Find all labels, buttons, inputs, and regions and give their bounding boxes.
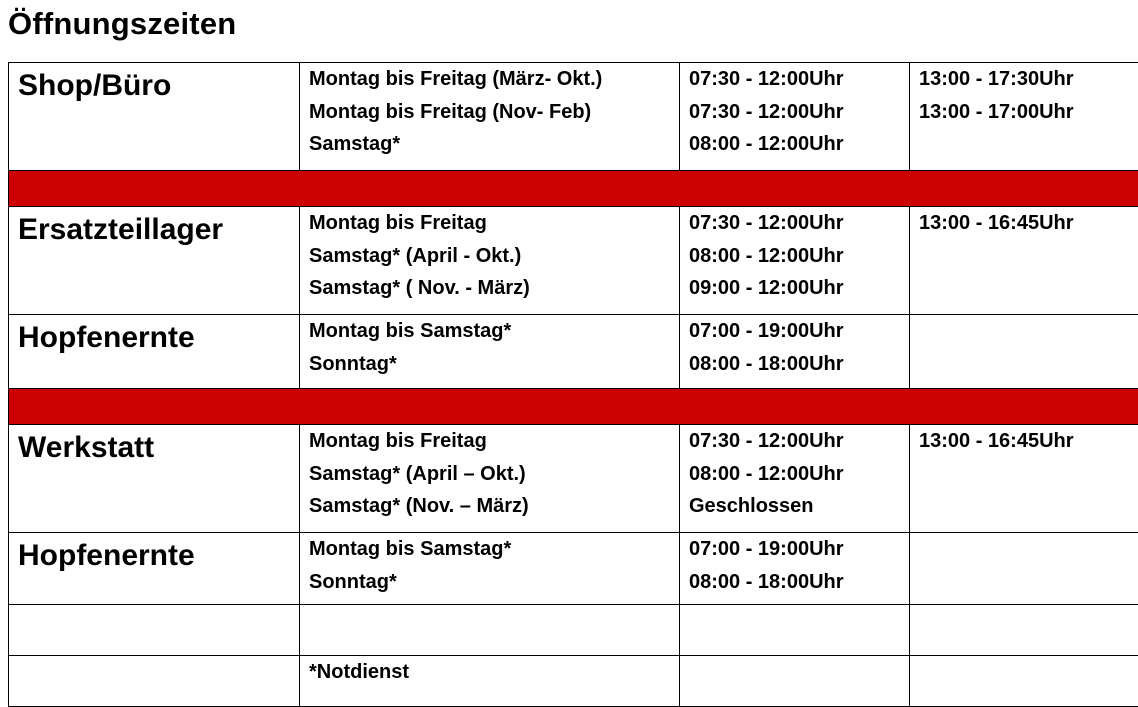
- day-label: Montag bis Freitag (Nov- Feb): [309, 100, 592, 123]
- time-value: 13:00 - 16:45Uhr: [919, 430, 1074, 452]
- area-name: Hopfenernte: [18, 321, 195, 354]
- morning-cell: [680, 207, 910, 315]
- table-row-shop: [9, 63, 1138, 171]
- empty-cell: [300, 605, 680, 656]
- empty-cell: [680, 605, 910, 656]
- day-label: Montag bis Freitag (März- Okt.): [309, 68, 603, 90]
- table-row-hopfenernte: [9, 315, 1138, 389]
- time-value: 07:30 - 12:00Uhr: [689, 68, 844, 90]
- day-label: Montag bis Samstag*: [309, 538, 512, 560]
- time-value: 07:30 - 12:00Uhr: [689, 430, 844, 452]
- red-separator: [9, 389, 1138, 425]
- empty-cell: [9, 605, 300, 656]
- area-cell: [9, 207, 300, 315]
- separator-cell: [9, 389, 1138, 425]
- days-cell: [300, 63, 680, 171]
- area-name: Werkstatt: [18, 431, 155, 464]
- area-cell: [9, 425, 300, 533]
- table-row-ersatzteillager: [9, 207, 1138, 315]
- empty-cell: [910, 605, 1138, 656]
- red-separator: [9, 171, 1138, 207]
- time-value: 07:30 - 12:00Uhr: [689, 212, 844, 234]
- time-value: 13:00 - 17:30Uhr: [919, 68, 1074, 90]
- day-label: Montag bis Samstag*: [309, 320, 512, 342]
- day-label: Montag bis Freitag: [309, 430, 487, 452]
- afternoon-cell: [910, 207, 1138, 315]
- day-label: Sonntag*: [309, 570, 397, 593]
- days-cell: [300, 425, 680, 533]
- area-cell: [9, 63, 300, 171]
- time-value: 13:00 - 16:45Uhr: [919, 212, 1074, 234]
- empty-cell: [9, 656, 300, 707]
- time-value: 08:00 - 18:00Uhr: [689, 352, 844, 375]
- afternoon-cell: [910, 63, 1138, 171]
- days-cell: [300, 315, 680, 389]
- time-value: 08:00 - 12:00Uhr: [689, 133, 844, 155]
- footnote-text: *Notdienst: [309, 661, 409, 683]
- day-label: Sonntag*: [309, 352, 397, 375]
- days-cell: [300, 533, 680, 605]
- time-value: 08:00 - 12:00Uhr: [689, 244, 844, 267]
- afternoon-cell: [910, 315, 1138, 389]
- time-value: Geschlossen: [689, 495, 814, 517]
- page-title: Öffnungszeiten: [8, 6, 237, 41]
- morning-cell: [680, 425, 910, 533]
- day-label: Samstag* ( Nov. - März): [309, 277, 530, 299]
- table-row-werkstatt: [9, 425, 1138, 533]
- afternoon-cell: [910, 533, 1138, 605]
- area-name: Shop/Büro: [18, 69, 172, 102]
- table-row-hopfenernte: [9, 533, 1138, 605]
- day-label: Samstag* (April – Okt.): [309, 462, 526, 485]
- time-value: 08:00 - 12:00Uhr: [689, 462, 844, 485]
- morning-cell: [680, 533, 910, 605]
- time-value: 09:00 - 12:00Uhr: [689, 277, 844, 299]
- area-cell: [9, 315, 300, 389]
- morning-cell: [680, 315, 910, 389]
- time-value: 13:00 - 17:00Uhr: [919, 100, 1074, 123]
- time-value: 08:00 - 18:00Uhr: [689, 570, 844, 593]
- table-row-empty: [9, 605, 1138, 656]
- morning-cell: [680, 63, 910, 171]
- area-name: Hopfenernte: [18, 539, 195, 572]
- separator-cell: [9, 171, 1138, 207]
- day-label: Samstag* (April - Okt.): [309, 244, 522, 267]
- time-value: 07:00 - 19:00Uhr: [689, 538, 844, 560]
- opening-hours-table: [8, 62, 1138, 707]
- footnote-cell: [300, 656, 680, 707]
- empty-cell: [910, 656, 1138, 707]
- time-value: 07:30 - 12:00Uhr: [689, 100, 844, 123]
- table-row-footnote: [9, 656, 1138, 707]
- time-value: 07:00 - 19:00Uhr: [689, 320, 844, 342]
- empty-cell: [680, 656, 910, 707]
- day-label: Samstag*: [309, 133, 401, 155]
- area-cell: [9, 533, 300, 605]
- area-name: Ersatzteillager: [18, 213, 224, 246]
- day-label: Montag bis Freitag: [309, 212, 487, 234]
- days-cell: [300, 207, 680, 315]
- afternoon-cell: [910, 425, 1138, 533]
- day-label: Samstag* (Nov. – März): [309, 495, 529, 517]
